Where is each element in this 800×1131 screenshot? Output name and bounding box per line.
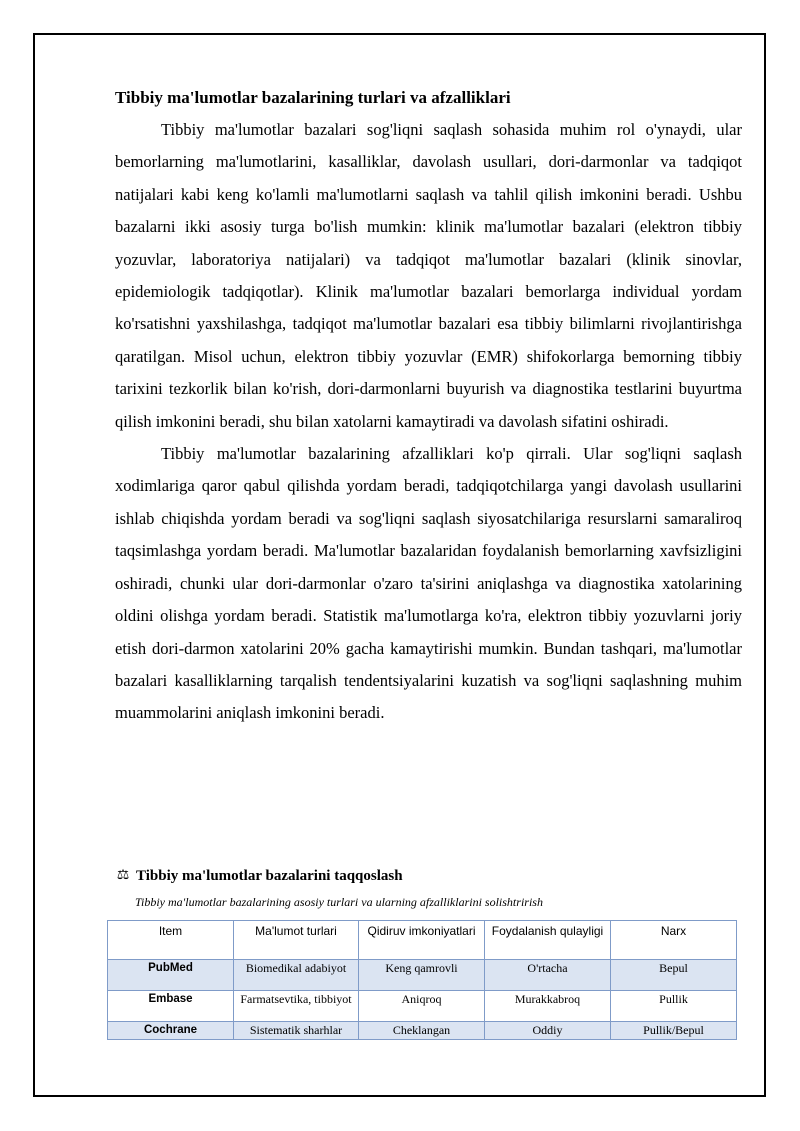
header-usability: Foydalanish qulayligi: [485, 921, 611, 960]
table-cell: Bepul: [611, 960, 737, 991]
table-cell: Pullik: [611, 991, 737, 1022]
header-price: Narx: [611, 921, 737, 960]
document-body: [115, 86, 742, 730]
table-cell: Embase: [108, 991, 234, 1022]
table-cell: Pullik/Bepul: [611, 1022, 737, 1040]
comparison-table: [107, 920, 737, 1040]
section-heading: Tibbiy ma'lumotlar bazalarining turlari va afzalliklari: [115, 88, 511, 107]
header-data-types: Ma'lumot turlari: [234, 921, 359, 960]
table-cell: Keng qamrovli: [359, 960, 485, 991]
table-row: [108, 1022, 737, 1040]
table-cell: PubMed: [108, 960, 234, 991]
table-cell: Sistematik sharhlar: [234, 1022, 359, 1040]
table-cell: Biomedikal adabiyot: [234, 960, 359, 991]
table-caption: Tibbiy ma'lumotlar bazalarining asosiy turlari va ularning afzalliklarini solishtrirish: [135, 895, 543, 909]
table-cell: O'rtacha: [485, 960, 611, 991]
table-title: [115, 866, 742, 886]
table-row: [108, 991, 737, 1022]
table-row: [108, 960, 737, 991]
table-header-row: [108, 921, 737, 960]
table-cell: Farmatsevtika, tibbiyot: [234, 991, 359, 1022]
table-cell: Oddiy: [485, 1022, 611, 1040]
header-item: Item: [108, 921, 234, 960]
table-cell: Cochrane: [108, 1022, 234, 1040]
table-cell: Cheklangan: [359, 1022, 485, 1040]
header-search-capabilities: Qidiruv imkoniyatlari: [359, 921, 485, 960]
paragraph-1: Tibbiy ma'lumotlar bazalari sog'liqni saqlash sohasida muhim rol o'ynaydi, ular bemorlarning ma'lumotlarini, kasalliklar, davolash usullari, dori-darmonlar va tadqiqot natijalari kabi keng ko'lamli ma'lumotlarni saqlash va tahlil qilish imkonini beradi. Ushbu bazalarni ikki asosiy turga bo'lish mumkin: klinik ma'lumotlar bazalari (elektron tibbiy yozuvlar, laboratoriya natijalari) va tadqiqot ma'lumotlar bazalari (klinik sinovlar, epidemiologik tadqiqotlar). Klinik ma'lumotlar bazalari bemorlarga individual yordam ko'rsatishni yaxshilashga, tadqiqot ma'lumotlar bazalari esa tibbiy bilimlarni rivojlantirishga qaratilgan. Misol uchun, elektron tibbiy yozuvlar (EMR) shifokorlarga bemorning tibbiy tarixini tezkorlik bilan ko'rish, dori-darmonlarni buyurish va diagnostika testlarini buyurtma qilish imkonini beradi, shu bilan xatolarni kamaytiradi va davolash sifatini oshiradi.: [115, 120, 742, 431]
table-cell: Aniqroq: [359, 991, 485, 1022]
paragraph-2: Tibbiy ma'lumotlar bazalarining afzalliklari ko'p qirrali. Ular sog'liqni saqlash xodimlariga qaror qabul qilishda yordam beradi, tadqiqotchilarga yangi davolash usullarini ishlab chiqishda yordam beradi va sog'liqni saqlash siyosatchilariga resurslarni samaraliroq taqsimlashga yordam beradi. Ma'lumotlar bazalaridan foydalanish bemorlarning xavfsizligini oshiradi, chunki ular dori-darmonlar o'zaro ta'sirini aniqlashga va diagnostika xatolarining oldini olishga yordam beradi. Statistik ma'lumotlarga ko'ra, elektron tibbiy yozuvlarni joriy etish dori-darmon xatolarini 20% gacha kamaytirishi mumkin. Bundan tashqari, ma'lumotlar bazalari kasalliklarning tarqalish tendentsiyalarini kuzatish va sog'liqni saqlashning muhim muammolarini aniqlash imkonini beradi.: [115, 444, 742, 723]
scale-icon: ⚖: [116, 868, 130, 883]
table-title-text: Tibbiy ma'lumotlar bazalarini taqqoslash: [136, 868, 403, 884]
table-cell: Murakkabroq: [485, 991, 611, 1022]
table-section: [115, 866, 742, 910]
